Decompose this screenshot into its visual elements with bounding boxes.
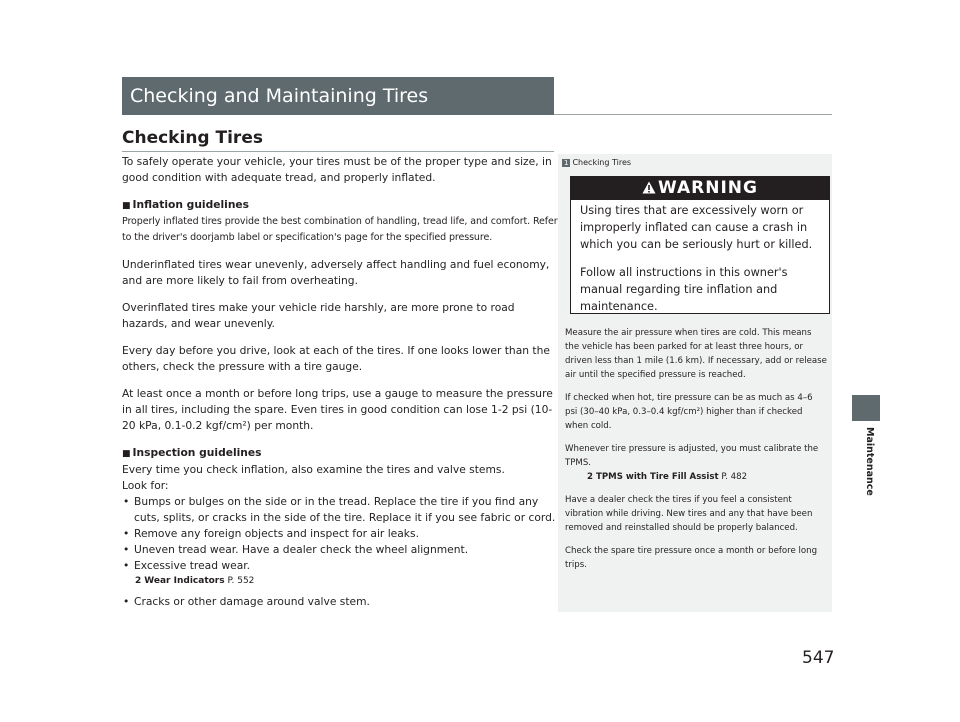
xref-label: Wear Indicators [144,576,225,586]
inflation-paragraph-4: Every day before you drive, look at each of the tires. If one looks lower than the others, check the pressure with a tire gauge. [122,344,550,373]
inflation-paragraph-2: Underinflated tires wear unevenly, adversely affect handling and fuel economy, and are more likely to fail from overheating. [122,258,550,287]
warning-text [580,202,822,326]
sidebar-paragraph-5: Check the spare tire pressure once a month or before long trips. [565,546,818,570]
xref-page: P. 552 [227,576,255,586]
xref-page: P. 482 [721,472,748,482]
section-divider [554,114,832,115]
inspection-list-continued [122,594,558,610]
warning-triangle-icon [642,181,656,194]
chapter-tab [852,395,880,421]
main-column [122,154,558,610]
sidebar-heading-number: 1 [564,159,569,167]
sidebar-paragraph-1: Measure the air pressure when tires are cold. This means the vehicle has been parked for at least three hours, or driven less than 1 mile (1.6 km). If necessary, add or release air until the specified pressure is reached. [565,328,827,380]
sidebar-notes [565,326,827,581]
page-number: 547 [802,648,835,668]
inflation-paragraph-1: Properly inflated tires provide the best combination of handling, tread life, and comfort. Refer to the driver's doorjamb label or specification's page for the specified pressure. [122,216,558,243]
inflation-heading [122,197,558,214]
list-item: • Cracks or other damage around valve stem. [122,594,558,610]
sidebar-heading [562,158,631,167]
page-heading: Checking Tires [122,128,263,148]
heading-divider [122,151,554,152]
look-for-label: Look for: [122,479,169,492]
inspection-list [122,494,558,574]
list-item: • Excessive tread wear. [122,558,558,574]
warning-paragraph-1: Using tires that are excessively worn or improperly inflated can cause a crash in which you can be seriously hurt or killed. [580,204,813,251]
intro-paragraph: To safely operate your vehicle, your tires must be of the proper type and size, in good condition with adequate tread, and properly inflated. [122,155,552,184]
warning-paragraph-2: Follow all instructions in this owner's manual regarding tire inflation and maintenance. [580,266,788,313]
warning-title-text: WARNING [658,178,758,198]
cross-reference-icon: 2 [135,576,142,586]
cross-reference-icon: 2 [587,472,593,482]
section-square-icon: ■ [122,201,131,211]
section-title-banner: Checking and Maintaining Tires [122,77,554,115]
inflation-paragraph-3: Overinflated tires make your vehicle ride harshly, are more prone to road hazards, and wear unevenly. [122,301,515,330]
inflation-heading-text: Inflation guidelines [132,198,250,211]
wear-indicators-link[interactable] [122,574,558,589]
list-item: • Bumps or bulges on the side or in the tread. Replace the tire if you find any cuts, splits, or cracks in the side of the tire. Replace it if you see fabric or cord. [122,494,558,526]
section-square-icon: ■ [122,449,131,459]
inspection-paragraph: Every time you check inflation, also examine the tires and valve stems. [122,463,505,476]
sidebar-heading-text: Checking Tires [572,158,632,167]
inspection-heading-text: Inspection guidelines [132,446,262,459]
chapter-tab-label: Maintenance [864,427,875,496]
list-item: • Uneven tread wear. Have a dealer check the wheel alignment. [122,542,558,558]
sidebar-paragraph-3: Whenever tire pressure is adjusted, you must calibrate the TPMS. [565,444,819,468]
sidebar-paragraph-2: If checked when hot, tire pressure can be as much as 4–6 psi (30–40 kPa, 0.3–0.4 kgf/cm²) higher than if checked when cold. [565,393,813,431]
warning-title [571,177,829,200]
xref-label: TPMS with Tire Fill Assist [595,472,719,482]
list-item: • Remove any foreign objects and inspect for air leaks. [122,526,558,542]
tpms-link[interactable] [565,470,827,484]
sidebar-paragraph-4: Have a dealer check the tires if you feel a consistent vibration while driving. New tires and any that have been removed and reinstalled should be properly balanced. [565,495,813,533]
inspection-heading [122,445,558,462]
inflation-paragraph-5: At least once a month or before long trips, use a gauge to measure the pressure in all tires, including the spare. Even tires in good condition can lose 1-2 psi (10-20 kPa, 0.1-0.2 kgf/cm²) per month. [122,387,553,432]
